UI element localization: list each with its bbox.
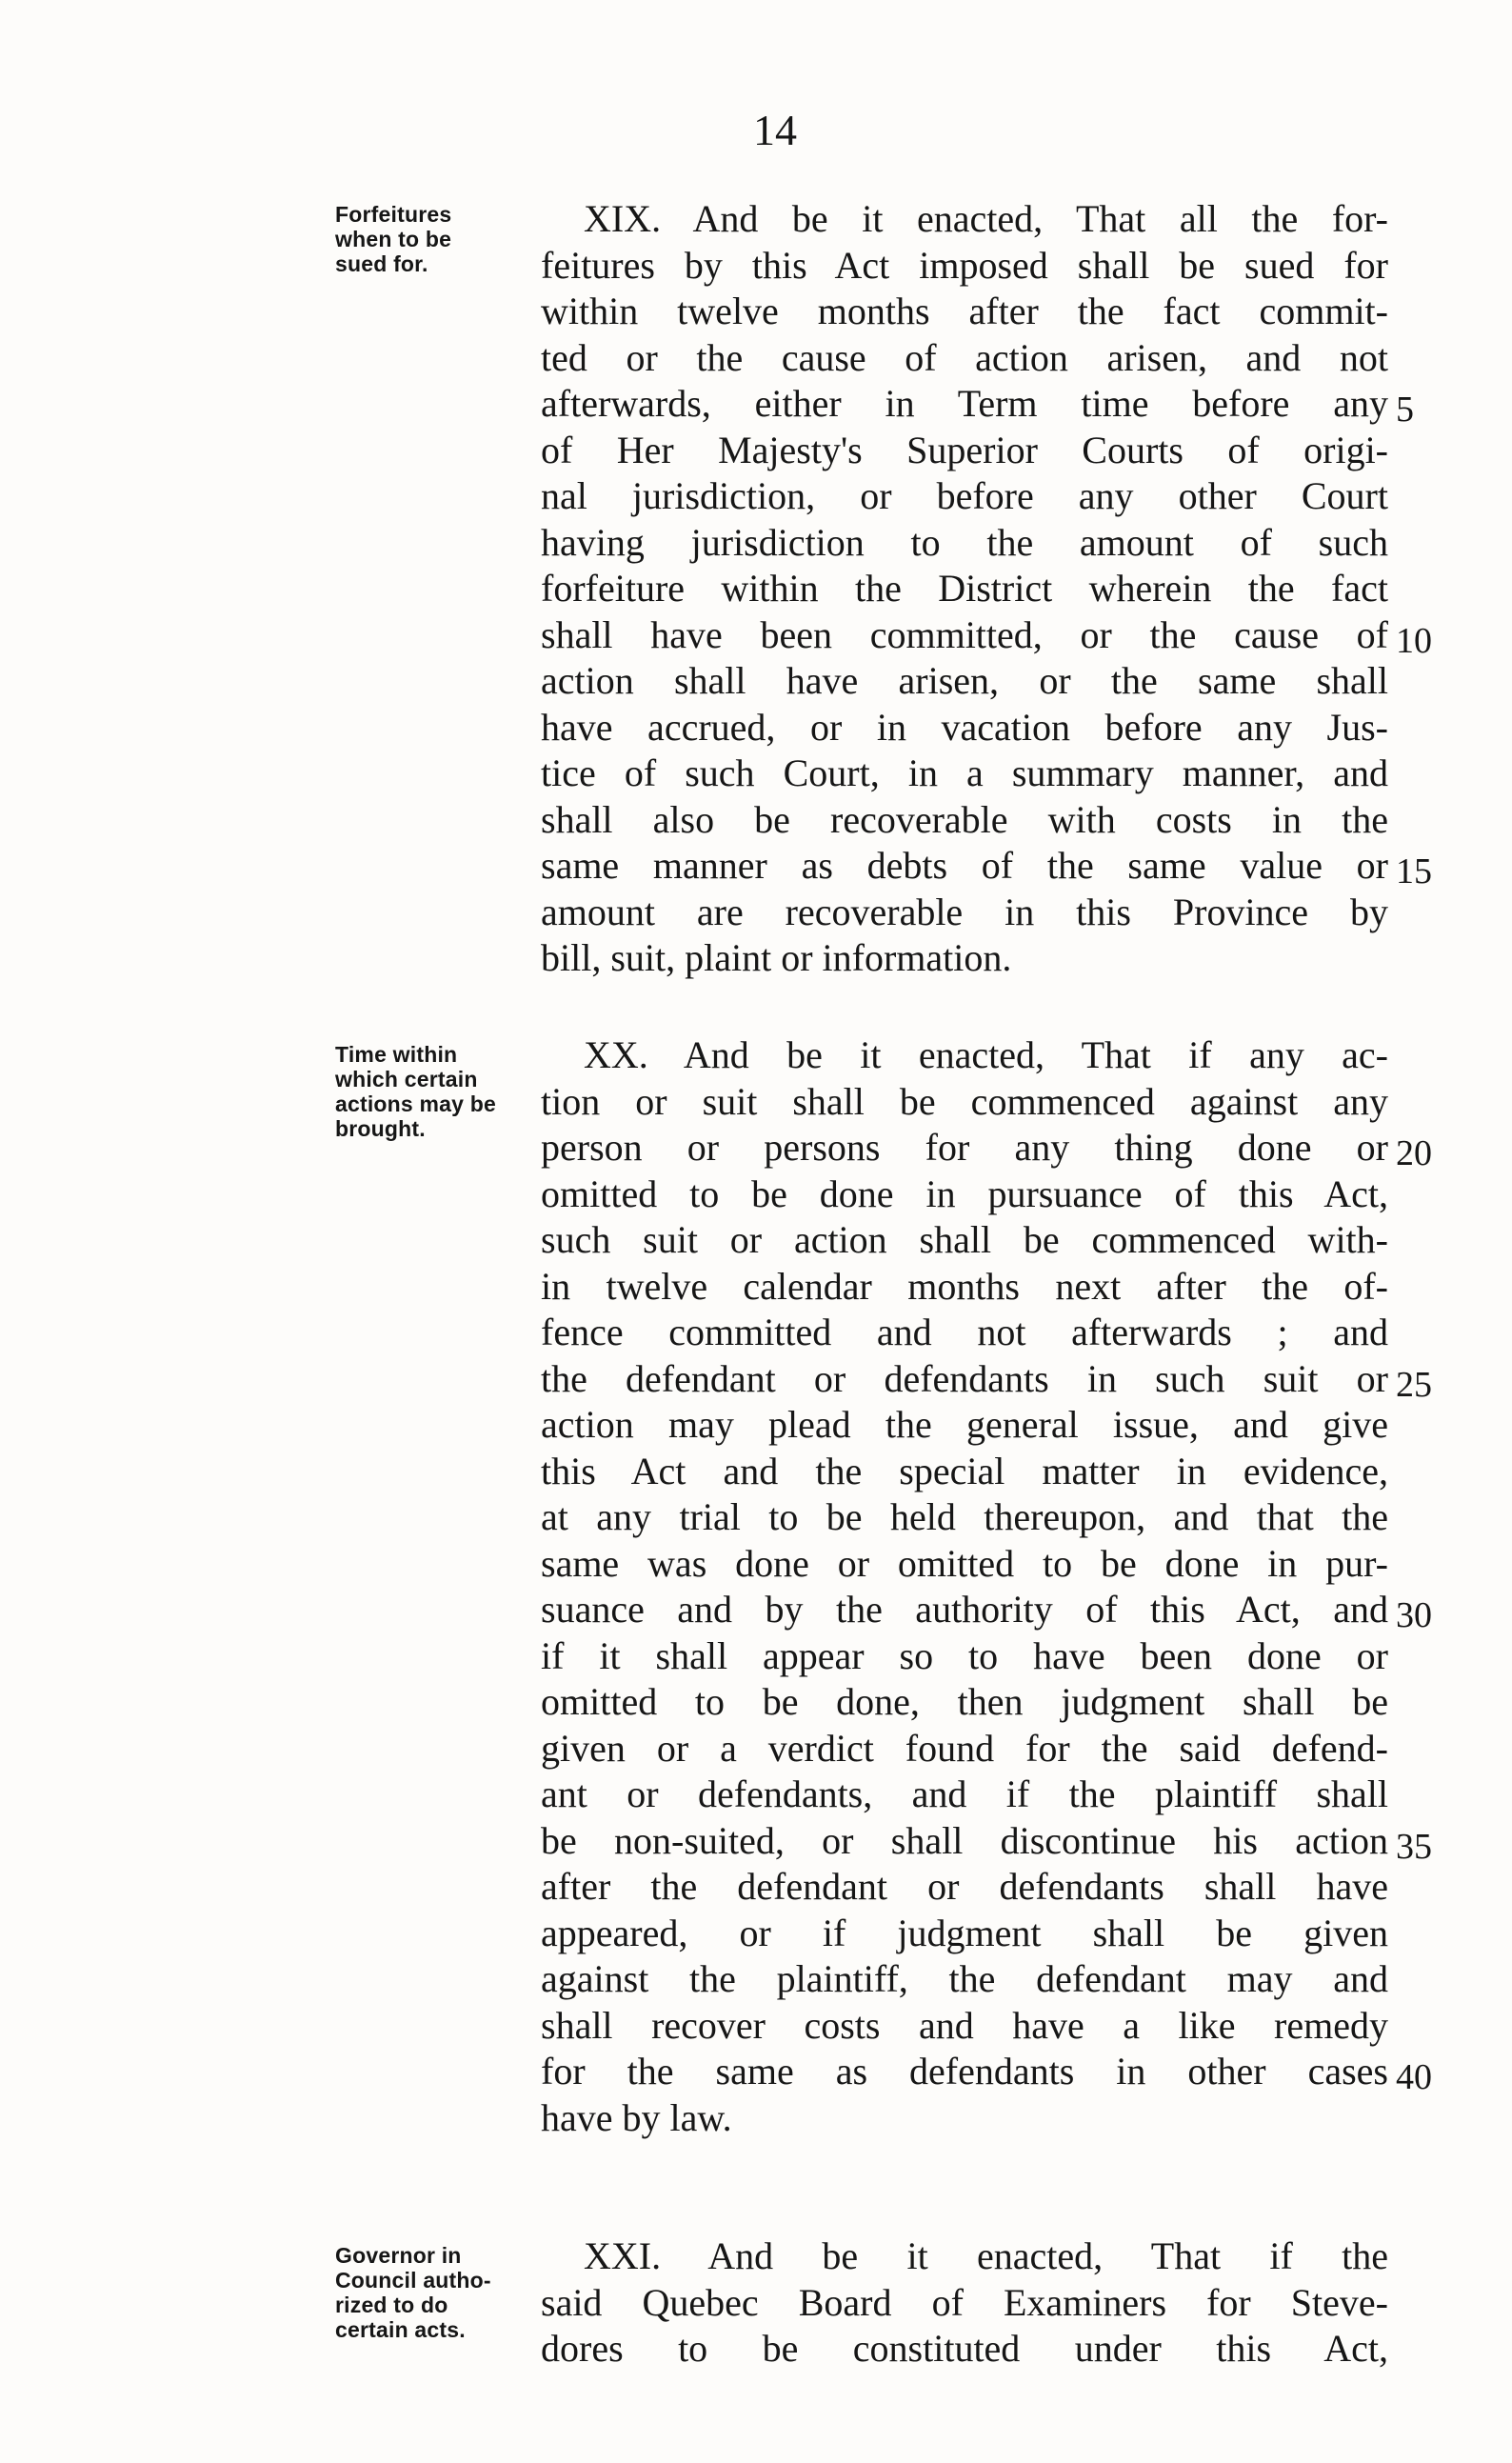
text-line bbox=[541, 1310, 1388, 1356]
sidenote-line: rized to do bbox=[335, 2293, 448, 2317]
sidenote-line: Forfeitures bbox=[335, 202, 452, 227]
text-line bbox=[541, 520, 1388, 567]
line-text: feitures by this Act imposed shall be sued for bbox=[541, 243, 1388, 287]
text-line bbox=[541, 196, 1388, 243]
page-number: 14 bbox=[753, 106, 797, 154]
line-text: of Her Majesty's Superior Courts of origi- bbox=[541, 428, 1388, 471]
text-line bbox=[541, 243, 1388, 290]
line-text: such suit or action shall be commenced with- bbox=[541, 1218, 1388, 1261]
text-line bbox=[541, 1494, 1388, 1541]
line-text: the defendant or defendants in such suit or bbox=[541, 1356, 1388, 1400]
line-text: have by law. bbox=[541, 2095, 732, 2139]
text-line bbox=[541, 797, 1388, 844]
line-text: action may plead the general issue, and give bbox=[541, 1403, 1388, 1446]
text-line bbox=[541, 843, 1432, 891]
line-text: same manner as debts of the same value or bbox=[541, 844, 1388, 887]
text-line bbox=[541, 890, 1388, 936]
line-text: said Quebec Board of Examiners for Steve- bbox=[541, 2280, 1388, 2324]
text-line bbox=[541, 1125, 1432, 1173]
line-text: forfeiture within the District wherein the fact bbox=[541, 567, 1388, 610]
text-line bbox=[541, 473, 1388, 520]
line-text: XX. And be it enacted, That if any ac- bbox=[584, 1033, 1388, 1076]
sidenote-line: Governor in bbox=[335, 2243, 462, 2268]
text-line bbox=[541, 1864, 1388, 1911]
line-text: shall have been committed, or the cause of bbox=[541, 612, 1388, 656]
sidenote-line: Council autho- bbox=[335, 2268, 491, 2293]
text-line bbox=[541, 2049, 1432, 2097]
text-line bbox=[541, 381, 1414, 430]
text-line bbox=[541, 1079, 1388, 1126]
text-line bbox=[541, 1818, 1432, 1867]
line-number: 10 bbox=[1396, 620, 1432, 661]
sidenote-line: which certain bbox=[335, 1067, 478, 1091]
line-text: appeared, or if judgment shall be given bbox=[541, 1911, 1388, 1954]
line-number: 30 bbox=[1396, 1595, 1432, 1635]
text-line bbox=[541, 612, 1432, 661]
section-body bbox=[541, 1032, 1432, 2141]
line-text: amount are recoverable in this Province by bbox=[541, 890, 1388, 933]
sidenote-line: actions may be bbox=[335, 1091, 496, 1116]
line-text: this Act and the special matter in evidence, bbox=[541, 1449, 1388, 1492]
sidenote-time-within bbox=[335, 1042, 516, 1141]
section-body bbox=[541, 2233, 1388, 2373]
text-line bbox=[541, 1032, 1388, 1079]
text-line bbox=[541, 1449, 1388, 1495]
sidenote-line: Time within bbox=[335, 1042, 458, 1067]
line-text: shall recover costs and have a like remedy bbox=[541, 2003, 1388, 2047]
line-text: at any trial to be held thereupon, and that the bbox=[541, 1495, 1388, 1538]
text-line bbox=[541, 428, 1388, 474]
line-text: within twelve months after the fact commit- bbox=[541, 290, 1388, 332]
text-line bbox=[541, 2326, 1388, 2373]
line-text: after the defendant or defendants shall have bbox=[541, 1865, 1388, 1908]
text-line bbox=[541, 1402, 1388, 1449]
text-line bbox=[541, 1772, 1388, 1818]
text-line bbox=[541, 751, 1388, 797]
text-line bbox=[541, 1633, 1388, 1680]
line-text: nal jurisdiction, or before any other Court bbox=[541, 474, 1388, 517]
text-line bbox=[541, 1217, 1388, 1264]
text-line bbox=[541, 1356, 1432, 1405]
sidenote-line: certain acts. bbox=[335, 2317, 466, 2342]
text-line bbox=[541, 1726, 1388, 1772]
line-number: 15 bbox=[1396, 851, 1432, 891]
line-text: ant or defendants, and if the plaintiff shall bbox=[541, 1772, 1388, 1815]
line-text: XIX. And be it enacted, That all the for- bbox=[584, 197, 1388, 240]
line-text: if it shall appear so to have been done or bbox=[541, 1633, 1388, 1677]
line-text: action shall have arisen, or the same shall bbox=[541, 659, 1388, 702]
line-text: afterwards, either in Term time before any bbox=[541, 382, 1388, 425]
line-text: ted or the cause of action arisen, and not bbox=[541, 335, 1388, 379]
line-text: omitted to be done in pursuance of this Act, bbox=[541, 1171, 1388, 1215]
text-line bbox=[541, 335, 1388, 382]
text-line bbox=[541, 935, 1388, 982]
text-line bbox=[541, 2095, 1388, 2142]
line-text: XXI. And be it enacted, That if the bbox=[584, 2234, 1388, 2277]
text-line bbox=[541, 2003, 1388, 2050]
line-text: having jurisdiction to the amount of such bbox=[541, 520, 1388, 564]
sidenote-forfeitures bbox=[335, 202, 516, 276]
line-text: against the plaintiff, the defendant may and bbox=[541, 1957, 1388, 2000]
text-line bbox=[541, 1679, 1388, 1726]
section-body bbox=[541, 196, 1432, 982]
line-number: 25 bbox=[1396, 1364, 1432, 1405]
text-line bbox=[541, 289, 1388, 335]
line-text: fence committed and not afterwards ; and bbox=[541, 1311, 1388, 1353]
text-line bbox=[541, 1171, 1388, 1218]
line-number: 35 bbox=[1396, 1826, 1432, 1867]
line-text: in twelve calendar months next after the of- bbox=[541, 1264, 1388, 1308]
text-line bbox=[541, 1264, 1388, 1311]
sidenote-governor-in-council bbox=[335, 2243, 516, 2342]
text-line bbox=[541, 705, 1388, 751]
line-number: 5 bbox=[1396, 390, 1414, 430]
text-line bbox=[541, 658, 1388, 705]
line-text: dores to be constituted under this Act, bbox=[541, 2327, 1388, 2370]
line-text: shall also be recoverable with costs in the bbox=[541, 797, 1388, 841]
text-line bbox=[541, 566, 1388, 612]
sidenote-line: brought. bbox=[335, 1116, 426, 1141]
line-text: for the same as defendants in other cases bbox=[541, 2050, 1388, 2093]
sidenote-line: when to be bbox=[335, 227, 452, 251]
line-text: tice of such Court, in a summary manner, and bbox=[541, 751, 1388, 794]
line-number: 40 bbox=[1396, 2057, 1432, 2097]
line-text: be non-suited, or shall discontinue his action bbox=[541, 1818, 1388, 1862]
line-text: same was done or omitted to be done in pur- bbox=[541, 1541, 1388, 1585]
line-text: suance and by the authority of this Act, and bbox=[541, 1588, 1388, 1631]
line-text: bill, suit, plaint or information. bbox=[541, 936, 1012, 979]
line-text: have accrued, or in vacation before any Jus- bbox=[541, 705, 1388, 749]
sidenote-line: sued for. bbox=[335, 251, 428, 276]
line-text: given or a verdict found for the said defend- bbox=[541, 1726, 1388, 1770]
text-line bbox=[541, 1541, 1388, 1588]
text-line bbox=[541, 2233, 1388, 2280]
text-line bbox=[541, 1587, 1432, 1635]
line-text: person or persons for any thing done or bbox=[541, 1126, 1388, 1169]
text-line bbox=[541, 1956, 1388, 2003]
text-line bbox=[541, 1911, 1388, 1957]
text-line bbox=[541, 2280, 1388, 2327]
line-text: tion or suit shall be commenced against any bbox=[541, 1079, 1388, 1123]
line-number: 20 bbox=[1396, 1133, 1432, 1173]
line-text: omitted to be done, then judgment shall be bbox=[541, 1680, 1388, 1723]
